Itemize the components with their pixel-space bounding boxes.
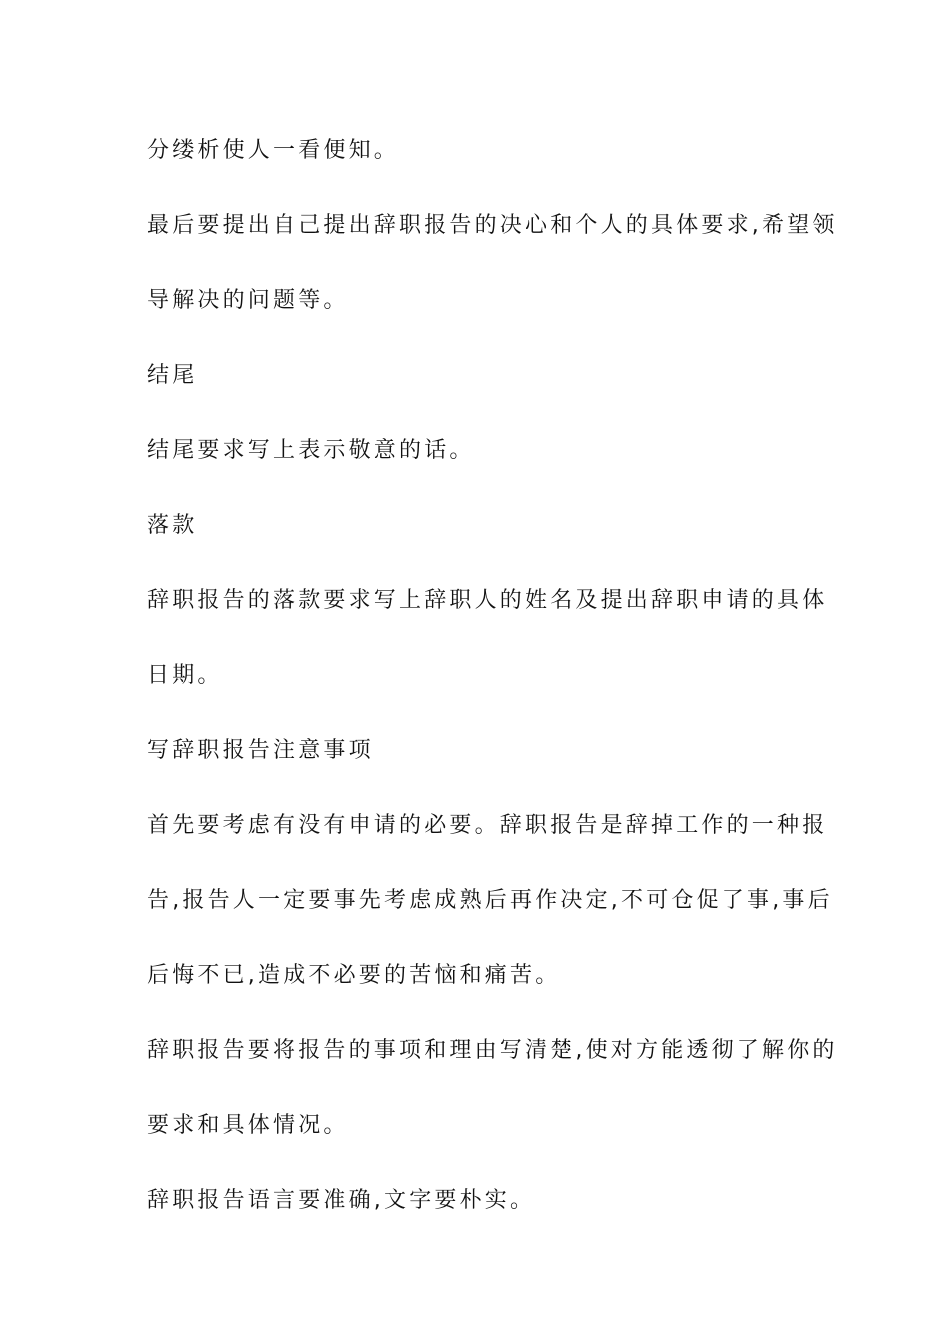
- paragraph-line: 辞职报告要将报告的事项和理由写清楚,使对方能透彻了解你的: [147, 1038, 838, 1063]
- paragraph-line: 后悔不已,造成不必要的苦恼和痛苦。: [147, 963, 561, 988]
- section-heading: 落款: [147, 513, 198, 538]
- paragraph-line: 导解决的问题等。: [147, 288, 349, 313]
- paragraph-line: 日期。: [147, 663, 223, 688]
- paragraph-line: 要求和具体情况。: [147, 1113, 349, 1138]
- paragraph-line: 结尾要求写上表示敬意的话。: [147, 438, 475, 463]
- section-heading: 结尾: [147, 363, 198, 388]
- paragraph-line: 分缕析使人一看便知。: [147, 138, 400, 163]
- paragraph-line: 首先要考虑有没有申请的必要。辞职报告是辞掉工作的一种报: [147, 813, 828, 838]
- paragraph-line: 辞职报告的落款要求写上辞职人的姓名及提出辞职申请的具体: [147, 588, 828, 613]
- paragraph-line: 告,报告人一定要事先考虑成熟后再作决定,不可仓促了事,事后: [147, 888, 833, 913]
- section-heading: 写辞职报告注意事项: [147, 738, 374, 763]
- paragraph-line: 辞职报告语言要准确,文字要朴实。: [147, 1188, 536, 1213]
- paragraph-line: 最后要提出自己提出辞职报告的决心和个人的具体要求,希望领: [147, 213, 838, 238]
